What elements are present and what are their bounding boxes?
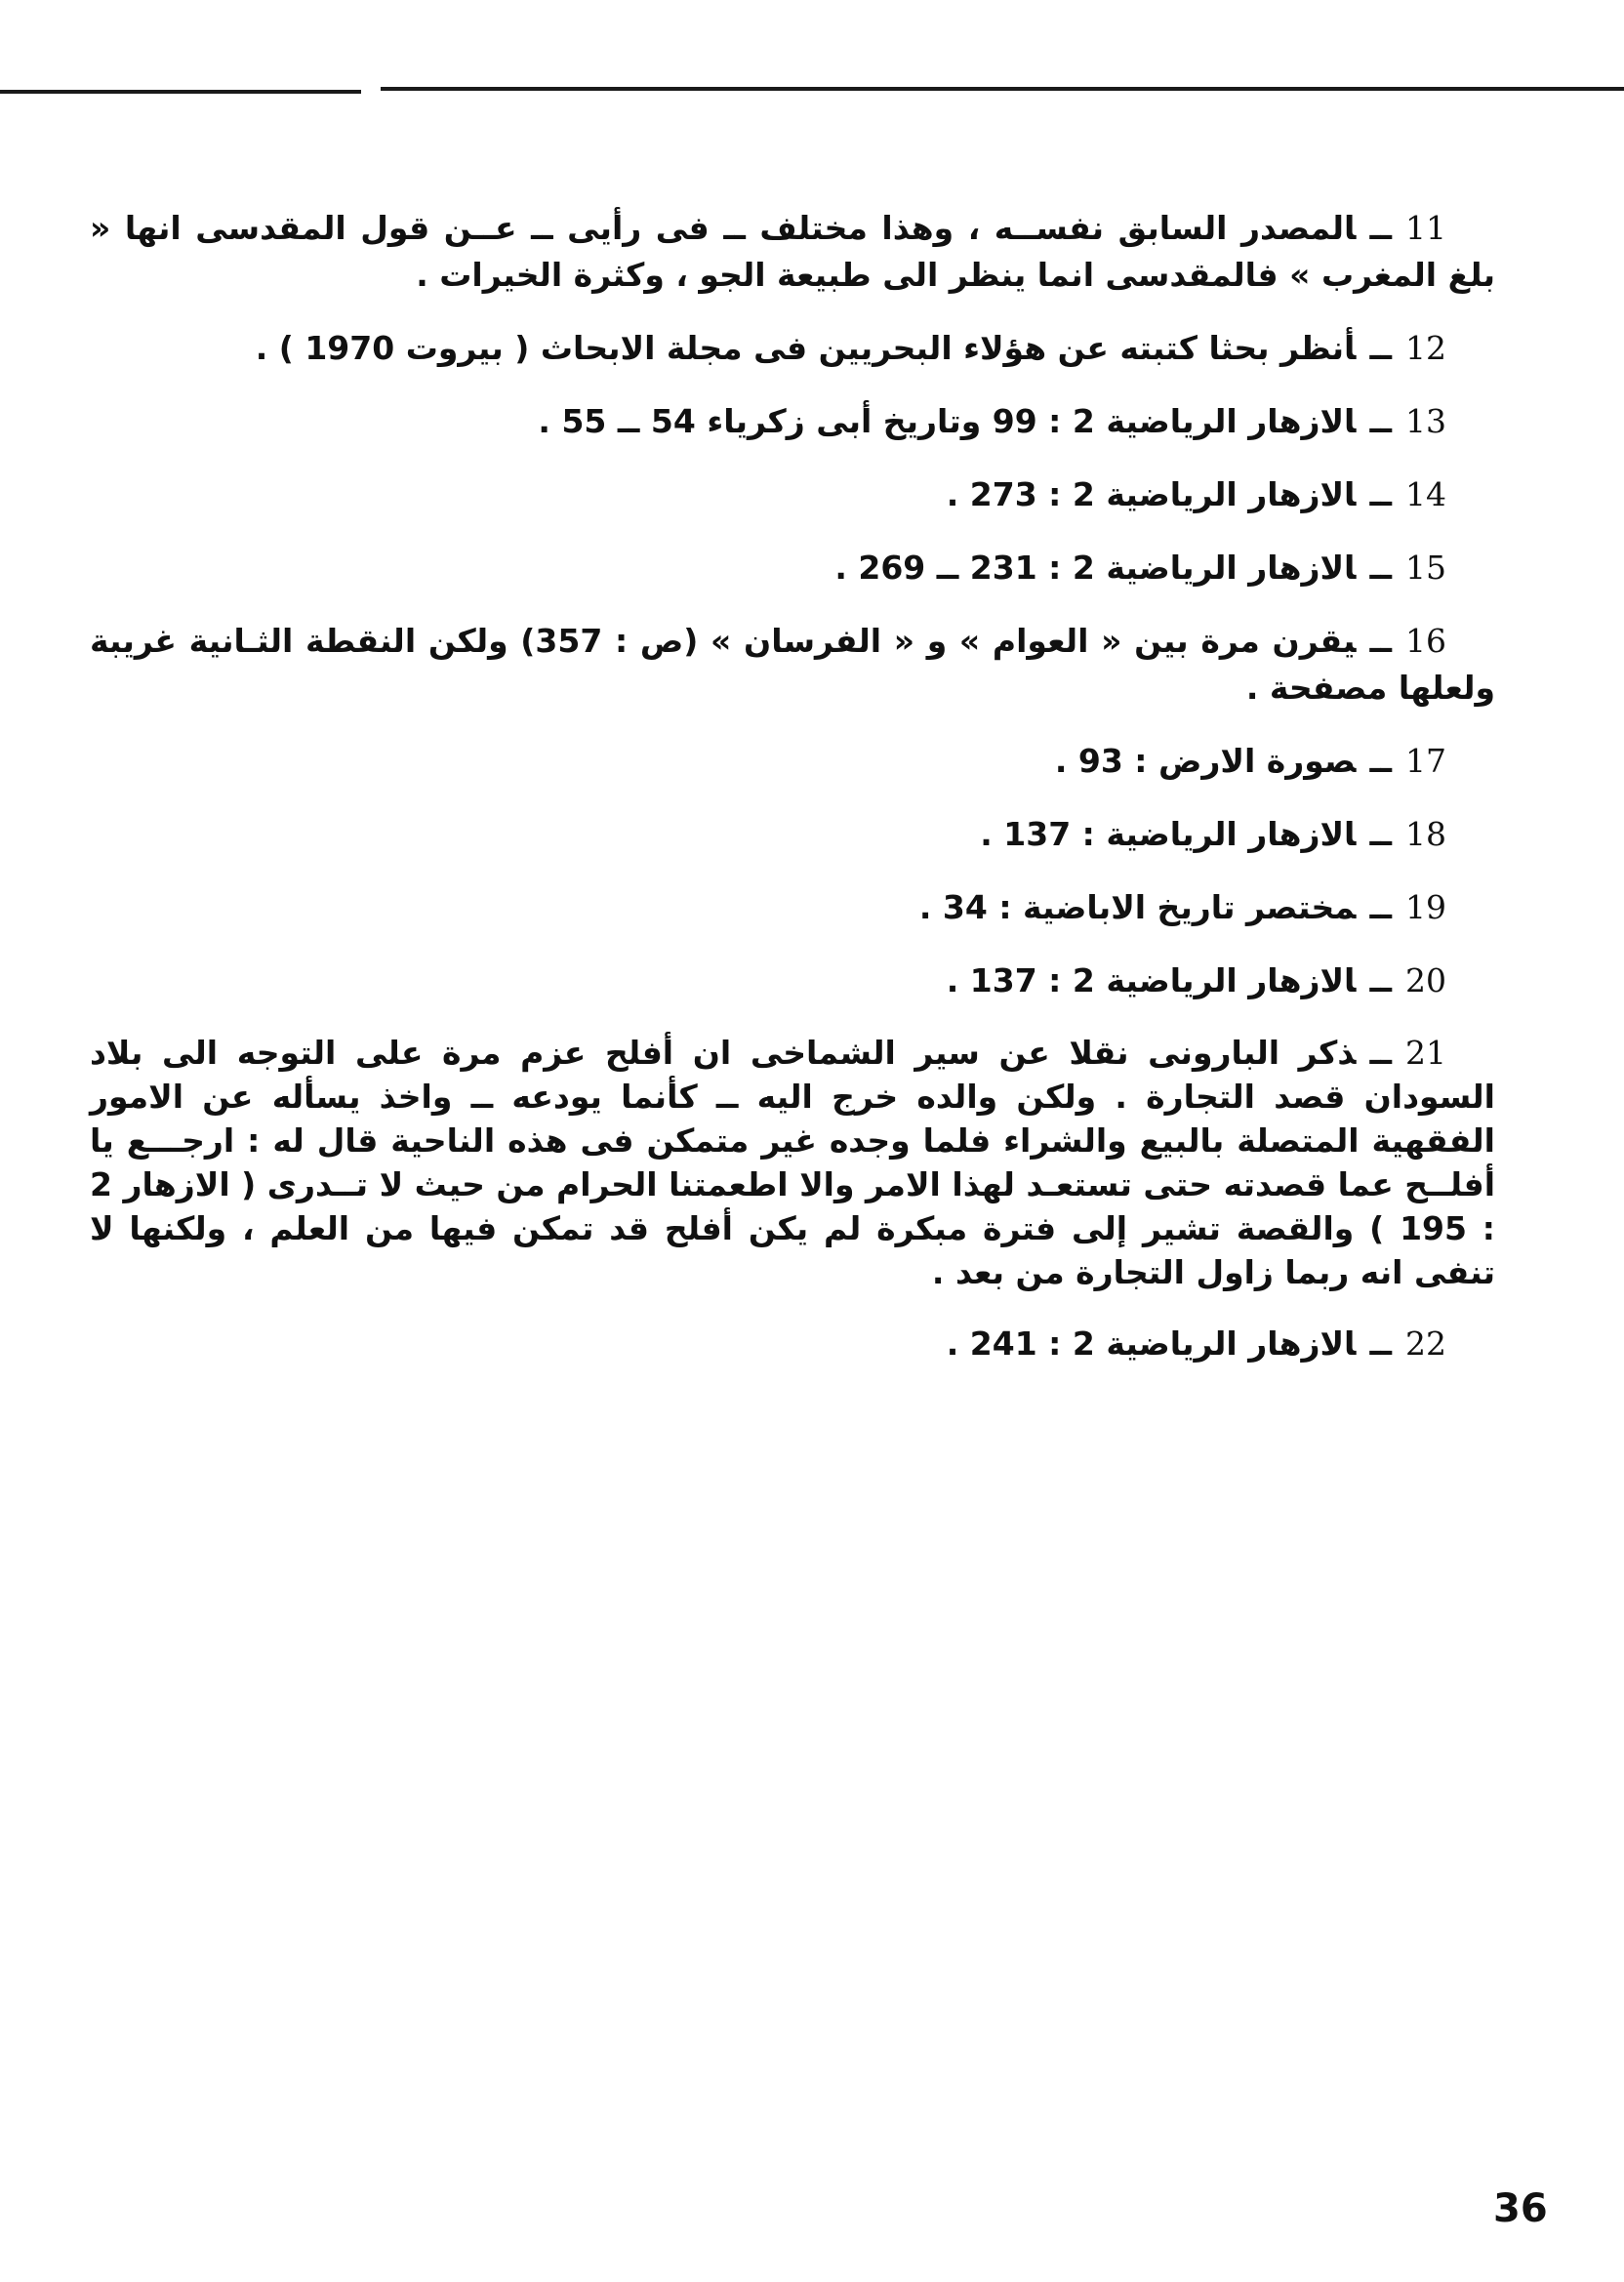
footnote-number: 11 [1405, 209, 1446, 247]
footnote-16 [90, 618, 1495, 712]
footnote-dash: ــ [1369, 329, 1392, 367]
top-rule-right [381, 87, 1624, 91]
footnote-dash: ــ [1369, 815, 1392, 853]
footnote-17 [90, 738, 1495, 785]
footnote-dash: ــ [1369, 1324, 1392, 1363]
footnote-dash: ــ [1369, 209, 1392, 247]
footnote-text: ذكر البارونى نقلا عن سير الشماخى ان أفلح عزم مرة على التوجه الى بلاد السودان قصد التجارة . ولكن والده خرج اليه ــ كأنما يودعه ــ واخذ يسأله عن الامور الفقهية المتصلة بالبيع والشراء فلما وجده غير متمكن فى هذه الناحية قال له : ارجـــع يا أفلــح عما قصدته حتى تستعـد لهذا الامر والا اطعمتنا الحرام من حيث لا تــدرى ( الازهار 2 : 195 ) والقصة تشير إلى فترة مبكرة لم يكن أفلح قد تمكن فيها من العلم ، ولكنها لا تنفى انه ربما زاول التجارة من بعد . [90, 1034, 1496, 1291]
footnote-number: 16 [1405, 622, 1447, 660]
footnote-dash: ــ [1369, 549, 1392, 587]
footnote-dash: ــ [1369, 888, 1392, 926]
footnote-text: صورة الارض : 93 . [1054, 742, 1357, 780]
footnote-22 [90, 1321, 1495, 1367]
footnote-text: أنظر بحثا كتبته عن هؤلاء البحريين فى مجلة الابحاث ( بيروت 1970 ) . [255, 329, 1357, 367]
footnote-text: الازهار الرياضية 2 : 137 . [946, 961, 1357, 999]
footnote-dash: ــ [1369, 622, 1393, 660]
footnote-number: 12 [1405, 329, 1446, 367]
footnote-number: 18 [1405, 815, 1446, 853]
footnote-text: الازهار الرياضية 2 : 231 ــ 269 . [834, 549, 1357, 587]
footnote-number: 22 [1405, 1324, 1446, 1363]
footnote-dash: ــ [1369, 475, 1392, 513]
footnote-18 [90, 811, 1495, 858]
footnote-21 [90, 1031, 1495, 1294]
footnote-number: 13 [1405, 402, 1446, 440]
footnote-15 [90, 545, 1495, 591]
footnote-number: 21 [1405, 1034, 1446, 1072]
footnote-dash: ــ [1369, 742, 1392, 780]
footnote-number: 15 [1405, 549, 1446, 587]
footnote-11 [90, 205, 1495, 299]
top-rule-left [0, 90, 361, 94]
footnote-text: الازهار الرياضية 2 : 241 . [946, 1324, 1357, 1363]
footnote-text: الازهار الرياضية 2 : 99 وتاريخ أبى زكرياء 54 ــ 55 . [538, 402, 1357, 440]
footnote-text: المصدر السابق نفســه ، وهذا مختلف ــ فى رأيى ــ عــن قول المقدسى انها « بلغ المغرب » فالمقدسى انما ينظر الى طبيعة الجو ، وكثرة الخيرات . [90, 209, 1495, 294]
footnote-number: 17 [1405, 742, 1446, 780]
footnote-dash: ــ [1369, 402, 1392, 440]
footnote-14 [90, 471, 1495, 518]
footnote-12 [90, 325, 1495, 372]
footnote-number: 20 [1405, 961, 1446, 999]
footnote-text: مختصر تاريخ الاباضية : 34 . [918, 888, 1357, 926]
footnote-number: 14 [1405, 475, 1446, 513]
footnote-number: 19 [1405, 888, 1446, 926]
footnotes-list [90, 205, 1495, 1394]
footnote-13 [90, 398, 1495, 445]
footnote-dash: ــ [1369, 961, 1392, 999]
footnote-20 [90, 958, 1495, 1004]
footnote-text: الازهار الرياضية : 137 . [980, 815, 1357, 853]
footnote-dash: ــ [1369, 1034, 1392, 1072]
footnote-text: يقرن مرة بين « العوام » و « الفرسان » (ص : 357) ولكن النقطة الثـانية غريبة ولعلها مصفحة . [90, 622, 1495, 707]
page-number: 36 [1493, 2186, 1548, 2231]
footnote-19 [90, 884, 1495, 931]
footnote-text: الازهار الرياضية 2 : 273 . [946, 475, 1357, 513]
